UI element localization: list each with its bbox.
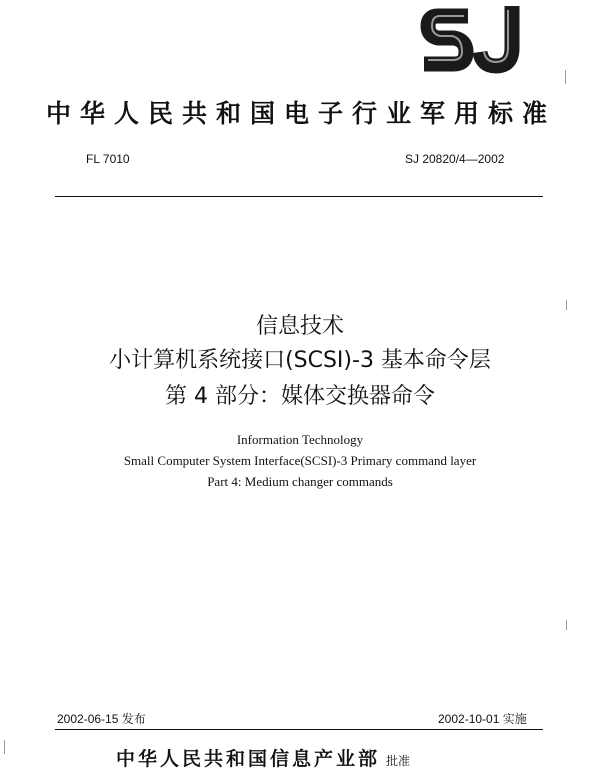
implementation-date: 2002-10-01 实施 [438,712,527,726]
english-title-line-3: Part 4: Medium changer commands [207,474,393,489]
chinese-title-line-1: 信息技术 [255,314,344,339]
issue-date: 2002-06-15 发布 [57,712,146,726]
chinese-title-line-2: 小计算机系统接口(SCSI)-3 基本命令层 [109,348,491,373]
standard-category-title: 中华人民共和国电子行业军用标准 [46,99,557,128]
approval-label: 批准 [386,754,411,768]
issuer-name: 中华人民共和国信息产业部 [116,748,381,770]
scan-edge-mark [4,740,5,754]
scan-edge-mark [566,620,567,630]
scan-edge-mark [566,300,567,310]
scan-edge-mark [565,70,566,84]
english-title-line-2: Small Computer System Interface(SCSI)-3 Primary command layer [123,453,477,468]
english-title-line-1: Information Technology [236,432,364,447]
issuing-authority [116,744,410,771]
classification-code: FL 7010 [86,152,130,166]
header-divider [55,196,543,197]
sj-standard-logo [418,2,528,74]
chinese-title-line-3: 第 4 部分：媒体交换器命令 [165,384,435,409]
footer-divider [55,729,543,730]
document-number: SJ 20820/4—2002 [405,152,505,166]
